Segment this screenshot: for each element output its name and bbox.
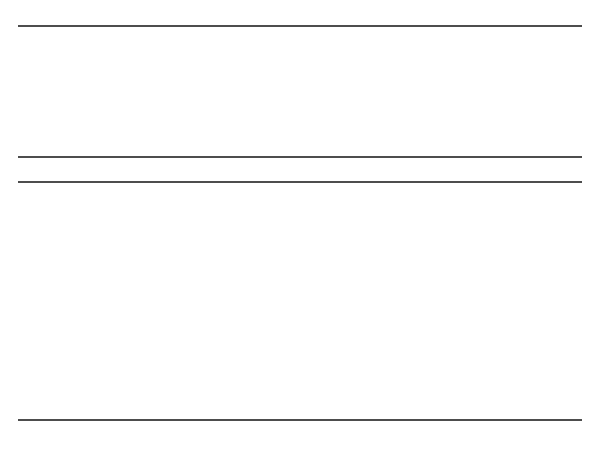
length-weight-table <box>18 181 582 421</box>
dimensions-table <box>18 25 582 158</box>
